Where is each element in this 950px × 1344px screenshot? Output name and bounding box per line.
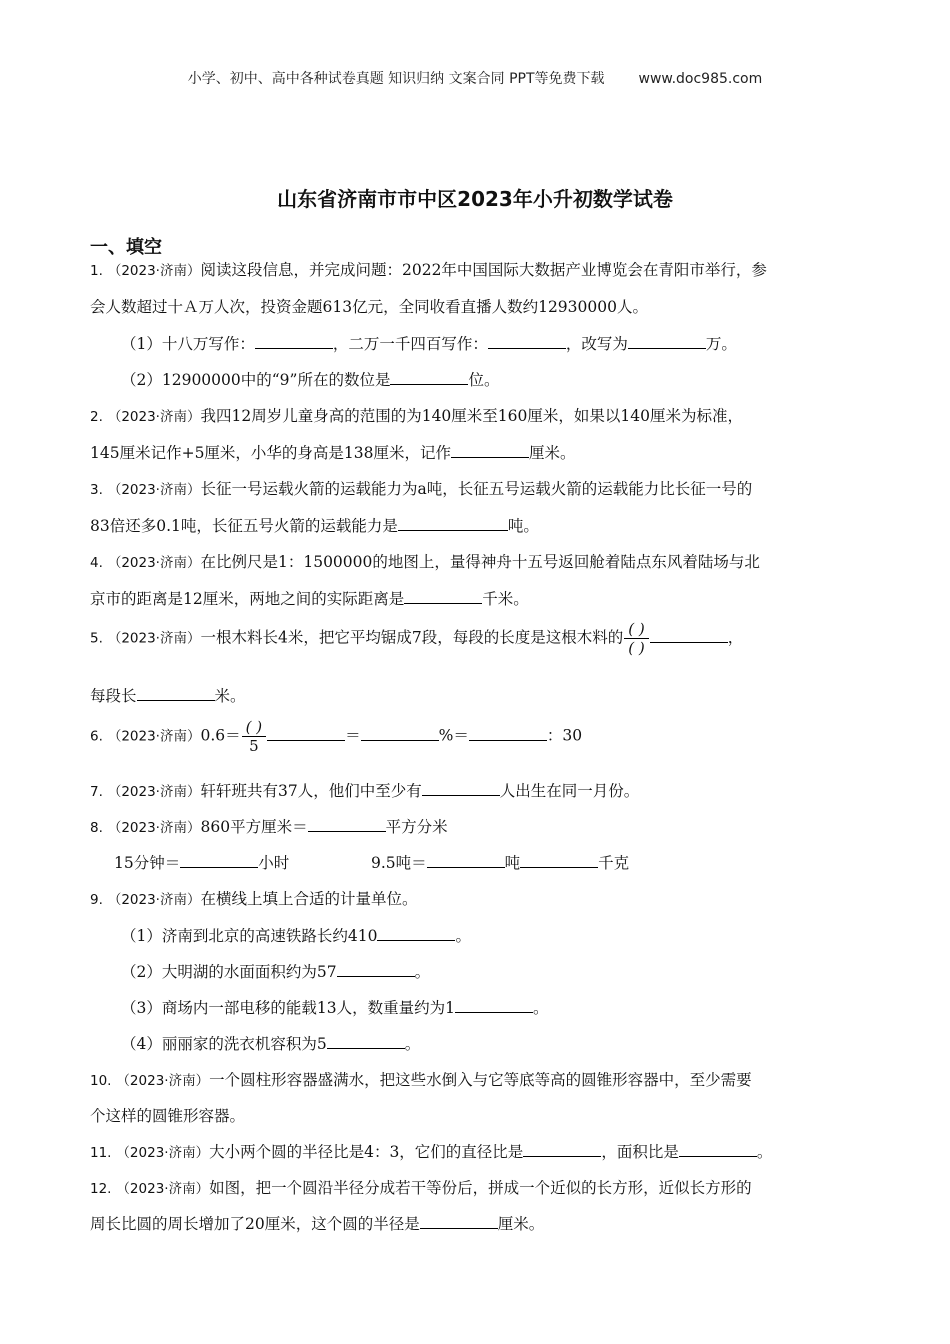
question-11: 11. （2023·济南）大小两个圆的半径比是4：3，它们的直径比是 ，面积比是 。: [90, 1143, 773, 1161]
question-2-line-2: 145厘米记作+5厘米，小华的身高是138厘米，记作 厘米。: [90, 444, 576, 462]
question-3-line-2: 83倍还多0.1吨，长征五号火箭的运载能力是 吨。: [90, 517, 539, 535]
answer-blank[interactable]: [180, 853, 258, 868]
answer-blank[interactable]: [455, 998, 533, 1013]
question-9-sub-3: （3）商场内一部电移的能载13人，数重量约为1 。: [121, 999, 549, 1017]
question-4-line-1: 4. （2023·济南）在比例尺是1：1500000的地图上，量得神舟十五号返回舱着陆点东风着陆场与北: [90, 553, 760, 571]
answer-blank[interactable]: [308, 817, 386, 832]
question-8-line-2b: 9.5吨＝ 吨 千克: [371, 854, 630, 872]
question-12-line-1: 12. （2023·济南）如图，把一个圆沿半径分成若干等份后，拼成一个近似的长方形，近似长方形的: [90, 1179, 752, 1197]
question-10-line-1: 10. （2023·济南）一个圆柱形容器盛满水，把这些水倒入与它等底等高的圆锥形容器中，至少需要: [90, 1071, 752, 1089]
header-text: 小学、初中、高中各种试卷真题 知识归纳 文案合同 PPT等免费下载: [187, 71, 605, 87]
question-4-line-2: 京市的距离是12厘米，两地之间的实际距离是 千米。: [90, 590, 529, 608]
answer-blank[interactable]: [451, 443, 529, 458]
question-3-line-1: 3. （2023·济南）长征一号运载火箭的运载能力为a吨，长征五号运载火箭的运载能力比长征一号的: [90, 480, 753, 498]
question-10-line-2: 个这样的圆锥形容器。: [90, 1107, 246, 1125]
answer-blank[interactable]: [337, 962, 415, 977]
question-1-line-2: 会人数超过十Ａ万人次，投资金题613亿元，全同收看直播人数约12930000人。: [90, 298, 648, 316]
answer-blank[interactable]: [327, 1034, 405, 1049]
answer-blank[interactable]: [361, 726, 439, 741]
question-1-sub-2: （2）12900000中的“9”所在的数位是 位。: [121, 371, 500, 389]
answer-blank[interactable]: [390, 370, 468, 385]
answer-blank[interactable]: [398, 516, 508, 531]
header-site-link[interactable]: www.doc985.com: [638, 71, 763, 87]
answer-blank[interactable]: [255, 334, 333, 349]
answer-blank[interactable]: [422, 781, 500, 796]
answer-blank[interactable]: [520, 853, 598, 868]
question-9-sub-4: （4）丽丽家的洗衣机容积为5 。: [121, 1035, 421, 1053]
answer-blank[interactable]: [469, 726, 547, 741]
question-9-sub-1: （1）济南到北京的高速铁路长约410 。: [121, 927, 471, 945]
question-5-line-2: 每段长 米。: [90, 687, 246, 705]
answer-blank[interactable]: [628, 334, 706, 349]
fraction: $\frac{( )}{( )}$: [624, 620, 648, 657]
section-heading: 一、填空: [90, 237, 162, 258]
question-2-line-1: 2. （2023·济南）我四12周岁儿童身高的范围的为140厘米至160厘米，如果以140厘米为标准，: [90, 407, 743, 425]
question-1-sub-1: （1）十八万写作： ，二万一千四百写作： ，改写为 万。: [121, 335, 737, 353]
page-header: [0, 68, 950, 88]
question-1-line-1: 1. （2023·济南）阅读这段信息，并完成问题：2022年中国国际大数据产业博览会在青阳市举行，参: [90, 261, 767, 279]
question-6: 6. （2023·济南）0.6＝ $\frac{( )}{5}$ ＝ %＝ ：30: [90, 718, 583, 755]
answer-blank[interactable]: [650, 628, 728, 643]
answer-blank[interactable]: [137, 686, 215, 701]
question-8-line-2a: 15分钟＝ 小时: [114, 854, 290, 872]
question-7: 7. （2023·济南）轩轩班共有37人，他们中至少有 人出生在同一月份。: [90, 782, 640, 800]
answer-blank[interactable]: [679, 1142, 757, 1157]
page-title: 山东省济南市市中区2023年小升初数学试卷: [277, 187, 673, 211]
answer-blank[interactable]: [267, 726, 345, 741]
answer-blank[interactable]: [523, 1142, 601, 1157]
question-8-line-1: 8. （2023·济南）860平方厘米＝ 平方分米: [90, 818, 448, 836]
question-9: 9. （2023·济南）在横线上填上合适的计量单位。: [90, 890, 418, 908]
answer-blank[interactable]: [488, 334, 566, 349]
question-5-line-1: 5. （2023·济南）一根木料长4米，把它平均锯成7段，每段的长度是这根木料的 $\frac{( )}{( )}$ ，: [90, 620, 744, 657]
answer-blank[interactable]: [377, 926, 455, 941]
fraction: $\frac{( )}{5}$: [242, 718, 266, 755]
question-9-sub-2: （2）大明湖的水面面积约为57 。: [121, 963, 431, 981]
question-12-line-2: 周长比圆的周长增加了20厘米，这个圆的半径是 厘米。: [90, 1215, 545, 1233]
answer-blank[interactable]: [427, 853, 505, 868]
answer-blank[interactable]: [420, 1214, 498, 1229]
answer-blank[interactable]: [404, 589, 482, 604]
